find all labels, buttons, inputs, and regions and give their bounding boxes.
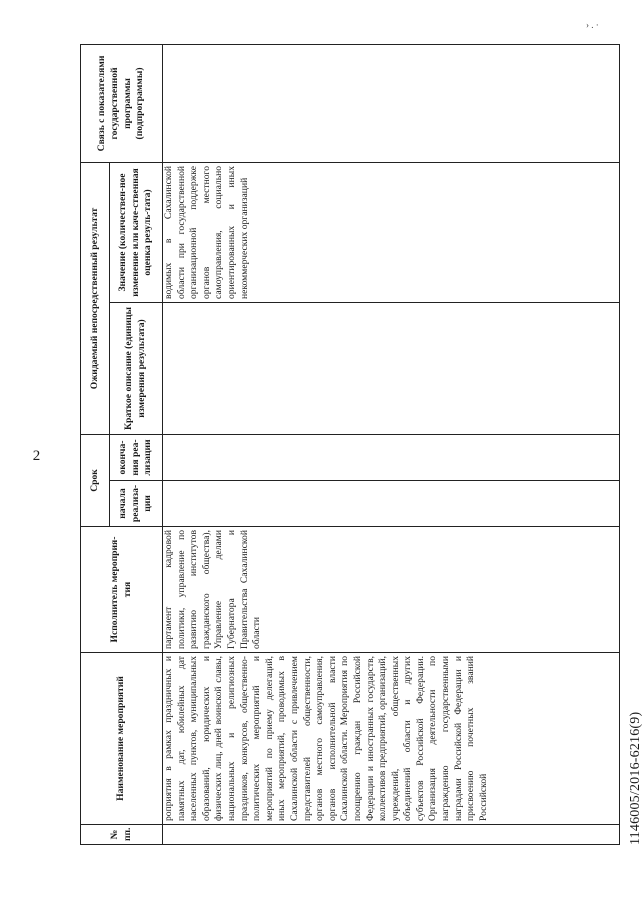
header-number: № пп. (81, 825, 163, 845)
cell-term-end (163, 435, 620, 481)
document-code: 1146005/2016-6216(9) (628, 711, 643, 845)
scan-corner-marks: › . · (586, 20, 599, 30)
page-number: 2 (32, 447, 41, 464)
rotated-table-sheet (32, 45, 643, 845)
table-row (163, 44, 620, 844)
cell-measure-name: роприятия в рамках праздничных и памятных дат, юбилейных дат населенных пунктов, муниципальных образований, юридических и физических лиц, дней воинской славы, национальных и религиозных праздников, конкурсов, общественно-политических мероприятий и мероприятий по приему делегаций, иных мероприятий, проводимых в Сахалинской области с привлечением представителей общественности, органов местного самоуправления, органов исполнительной власти Сахалинской области. Мероприятия по поощрению граждан Российской Федерации и иностранных государств, коллективов предприятий, организаций, учреждений, общественных объединений области и других субъектов Российской Федерации. Организация деятельности по награждению государственными наградами Российской Федерации и присвоению почетных званий Российской (163, 653, 620, 825)
header-expected-brief: Краткое описание (единицы измерения результата) (110, 303, 163, 435)
header-name: Наименование мероприятий (81, 653, 163, 825)
header-expected-result: Ожидаемый непосредственный результат (81, 162, 110, 434)
cell-expected-brief (163, 303, 620, 435)
header-expected-value: Значение (количествен-ное изменение или каче-ственная оценка резуль-тата) (110, 162, 163, 302)
header-executor: Исполнитель мероприя-тия (81, 527, 163, 653)
cell-executor: партамент кадровой политики, управление по развитию институтов гражданского общества), Управление делами Губернатора и Правительства Сахалинской области (163, 527, 620, 653)
header-program-link: Связь с показателями государственной программы (подпрограммы) (81, 44, 163, 162)
cell-number (163, 825, 620, 845)
measures-table (80, 44, 620, 845)
header-term-start: начала реализа-ции (110, 481, 163, 527)
header-term-end: оконча-ния реа-лизации (110, 435, 163, 481)
cell-expected-value: водимых в Сахалинской области при государственной организационной поддержке органов местного самоуправления, социально ориентированных и иных некоммерческих организаций (163, 162, 620, 302)
cell-term-start (163, 481, 620, 527)
cell-program-link (163, 44, 620, 162)
header-term: Срок (81, 435, 110, 527)
